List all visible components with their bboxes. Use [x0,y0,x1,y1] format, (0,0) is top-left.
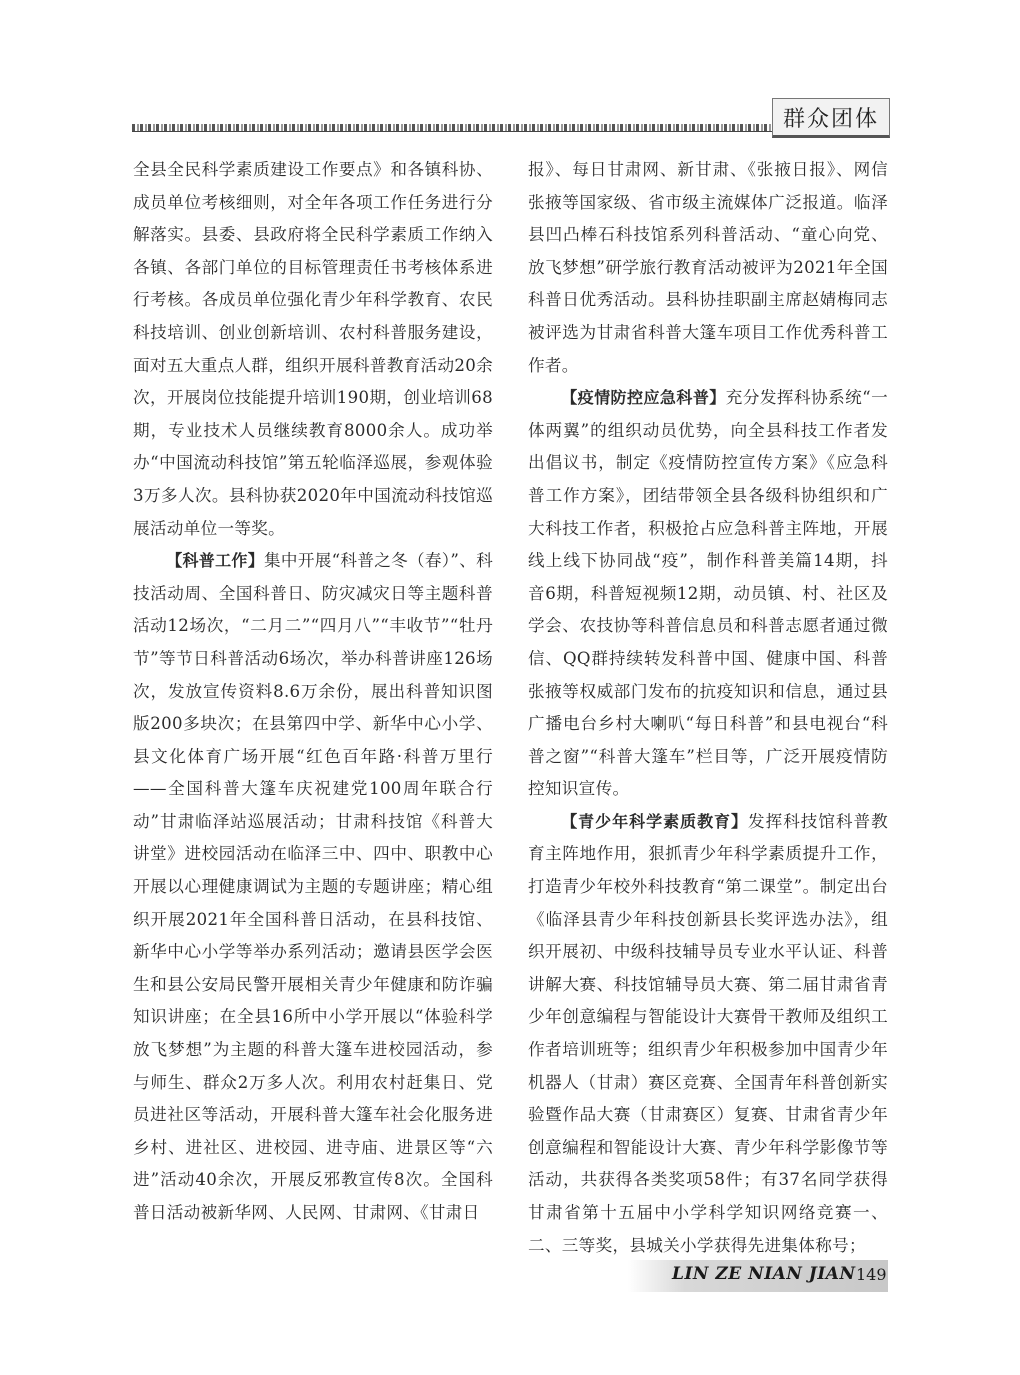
paragraph-continued: 报》、每日甘肃网、新甘肃、《张掖日报》、网信张掖等国家级、省市级主流媒体广泛报道。临泽县凹凸棒石科技馆系列科普活动、“童心向党、放飞梦想”研学旅行教育活动被评为2021年全国科普日优秀活动。县科协挂职副主席赵婧梅同志被评选为甘肃省科普大篷车项目工作优秀科普工作者。 [528,160,888,375]
paragraph-youth-education [528,806,888,1262]
right-column [528,154,888,1262]
paragraph-continued: 全县全民科学素质建设工作要点》和各镇科协、成员单位考核细则，对全年各项工作任务进行分解落实。县委、县政府将全民科学素质工作纳入各镇、各部门单位的目标管理责任书考核体系进行考核。各成员单位强化青少年科学教育、农民科技培训、创业创新培训、农村科普服务建设，面对五大重点人群，组织开展科普教育活动20余次，开展岗位技能提升培训190期，创业培训68期，专业技术人员继续教育8000余人。成功举办“中国流动科技馆”第五轮临泽巡展，参观体验3万多人次。县科协获2020年中国流动科技馆巡展活动单位一等奖。 [133,160,493,538]
page-number: 149 [856,1265,887,1284]
paragraph-kepu-work [133,545,510,1229]
paragraph-epidemic-science [528,382,888,806]
section-heading-kepu-work: 【科普工作】 [166,551,265,571]
section-heading-epidemic: 【疫情防控应急科普】 [561,388,726,408]
paragraph-text: 发挥科技馆科普教育主阵地作用，狠抓青少年科学素质提升工作，打造青少年校外科技教育“第二课堂”。制定出台《临泽县青少年科技创新县长奖评选办法》，组织开展初、中级科技辅导员专业水平认证、科普讲解大赛、科技馆辅导员大赛、第二届甘肃省青少年创意编程与智能设计大赛骨干教师及组织工作者培训班等；组织青少年积极参加中国青少年机器人（甘肃）赛区竞赛、全国青年科普创新实验暨作品大赛（甘肃赛区）复赛、甘肃省青少年创意编程和智能设计大赛、青少年科学影像节等活动，共获得各类奖项58件；有37名同学获得甘肃省第十五届中小学科学知识网络竞赛一、二、三等奖，县城关小学获得先进集体称号； [528,811,888,1255]
header-rule-line [132,131,772,132]
left-column [133,154,510,1230]
footer-journal-title: LIN ZE NIAN JIAN [672,1264,856,1284]
section-heading-youth: 【青少年科学素质教育】 [561,811,749,831]
section-title-badge: 群众团体 [772,98,890,138]
paragraph-text: 充分发挥科协系统“一体两翼”的组织动员优势，向全县科技工作者发出倡议书，制定《疫情防控宣传方案》《应急科普工作方案》，团结带领全县各级科协组织和广大科技工作者，积极抢占应急科普主阵地，开展线上线下协同战“疫”，制作科普美篇14期，抖音6期，科普短视频12期，动员镇、村、社区及学会、农技协等科普信息员和科普志愿者通过微信、QQ群持续转发科普中国、健康中国、科普张掖等权威部门发布的抗疫知识和信息，通过县广播电台乡村大喇叭“每日科普”和县电视台“科普之窗”“科普大篷车”栏目等，广泛开展疫情防控知识宣传。 [528,388,888,799]
paragraph-text: 集中开展“科普之冬（春）”、科技活动周、全国科普日、防灾减灾日等主题科普活动12场次，“二月二”“四月八”“丰收节”“牡丹节”等节日科普活动6场次，举办科普讲座126场次，发放宣传资料8.6万余份，展出科普知识图版200多块次；在县第四中学、新华中心小学、县文化体育广场开展“红色百年路·科普万里行——全国科普大篷车庆祝建党100周年联合行动”甘肃临泽站巡展活动；甘肃科技馆《科普大讲堂》进校园活动在临泽三中、四中、职教中心开展以心理健康调试为主题的专题讲座；精心组织开展2021年全国科普日活动，在县科技馆、新华中心小学等举办系列活动；邀请县医学会医生和县公安局民警开展相关青少年健康和防诈骗知识讲座；在全县16所中小学开展以“体验科学 放飞梦想”为主题的科普大篷车进校园活动，参与师生、群众2万多人次。利用农村赶集日、党员进社区等活动，开展科普大篷车社会化服务进乡村、进社区、进校园、进寺庙、进景区等“六进”活动40余次，开展反邪教宣传8次。全国科普日活动被新华网、人民网、甘肃网、《甘肃日 [133,551,510,1222]
